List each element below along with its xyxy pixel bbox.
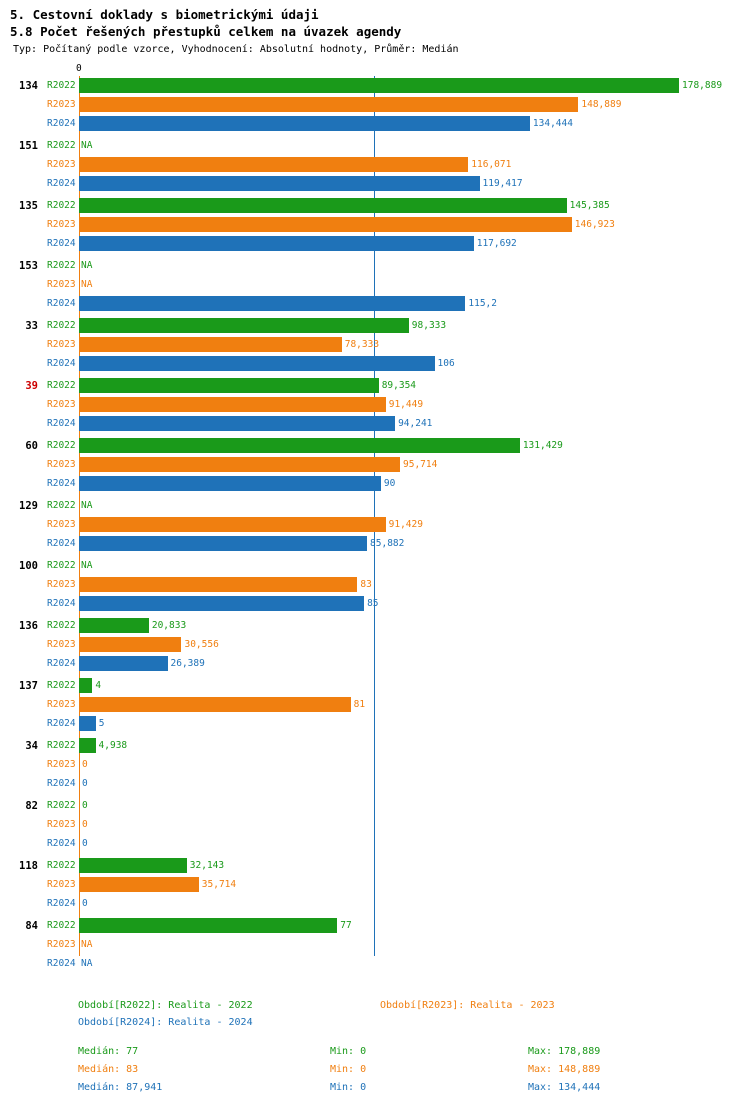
series-row-label: R2024 (47, 718, 76, 729)
chart-row (0, 136, 750, 155)
chart-group (0, 556, 750, 613)
chart-row (0, 174, 750, 193)
page-title-line1: 5. Cestovní doklady s biometrickými údaji (10, 7, 319, 22)
bar-container (79, 836, 750, 851)
bar[interactable] (79, 78, 679, 93)
series-row-label: R2023 (47, 819, 76, 830)
bar-na-label: NA (81, 560, 93, 571)
chart-row (0, 736, 750, 755)
chart-row (0, 496, 750, 515)
series-row-label: R2024 (47, 838, 76, 849)
chart-row (0, 594, 750, 613)
chart-group (0, 676, 750, 733)
bar-na-label: NA (81, 500, 93, 511)
stats-row (0, 1082, 750, 1100)
bar-value-label: 94,241 (398, 418, 433, 429)
chart-row (0, 575, 750, 594)
bar-container (79, 277, 750, 292)
bar[interactable] (79, 157, 468, 172)
chart-row (0, 294, 750, 313)
bar-container (79, 637, 750, 652)
bar-container (79, 498, 750, 513)
chart-group (0, 736, 750, 793)
series-row-label: R2024 (47, 898, 76, 909)
legend-row (0, 1000, 750, 1017)
group-label: 100 (19, 560, 38, 572)
group-label: 34 (25, 740, 38, 752)
bar-container (79, 457, 750, 472)
bar[interactable] (79, 397, 386, 412)
chart-row (0, 256, 750, 275)
series-row-label: R2024 (47, 598, 76, 609)
bar-container (79, 176, 750, 191)
legend-item: Období[R2022]: Realita - 2022 (78, 1000, 253, 1011)
legend-item: Období[R2024]: Realita - 2024 (78, 1017, 253, 1028)
series-row-label: R2024 (47, 238, 76, 249)
bar-value-label: 0 (82, 759, 88, 770)
series-row-label: R2022 (47, 920, 76, 931)
bar[interactable] (79, 738, 96, 753)
chart-group (0, 376, 750, 433)
bar[interactable] (79, 656, 168, 671)
bar-value-label: 83 (360, 579, 372, 590)
bar-container (79, 716, 750, 731)
chart-row (0, 155, 750, 174)
bar[interactable] (79, 438, 520, 453)
bar-value-label: 131,429 (522, 440, 563, 451)
group-label: 33 (25, 320, 38, 332)
bar[interactable] (79, 217, 572, 232)
group-label: 136 (19, 620, 38, 632)
bar-value-label: 116,071 (471, 159, 512, 170)
bar[interactable] (79, 918, 337, 933)
series-row-label: R2024 (47, 298, 76, 309)
chart-row (0, 474, 750, 493)
bar-na-label: NA (81, 279, 93, 290)
chart-stats (0, 1046, 750, 1100)
bar[interactable] (79, 858, 187, 873)
bar-container (79, 697, 750, 712)
bar-container (79, 656, 750, 671)
bar-container (79, 318, 750, 333)
bar-container (79, 217, 750, 232)
stat-median: Medián: 87,941 (78, 1082, 163, 1093)
bar-na-label: NA (81, 958, 93, 969)
bar-value-label: 0 (82, 898, 88, 909)
chart-row (0, 954, 750, 973)
bar-container (79, 116, 750, 131)
chart-plot (0, 76, 750, 969)
chart-row (0, 234, 750, 253)
bar-container (79, 877, 750, 892)
bar-container (79, 157, 750, 172)
chart-group (0, 316, 750, 373)
series-row-label: R2024 (47, 118, 76, 129)
chart-group (0, 436, 750, 493)
bar-container (79, 356, 750, 371)
bar[interactable] (79, 877, 199, 892)
stat-max: Max: 134,444 (528, 1082, 601, 1093)
chart-row (0, 515, 750, 534)
series-row-label: R2024 (47, 178, 76, 189)
bar-container (79, 337, 750, 352)
bar-container (79, 577, 750, 592)
series-row-label: R2022 (47, 260, 76, 271)
bar-value-label: 95,714 (403, 459, 438, 470)
chart-row (0, 714, 750, 733)
chart-row (0, 796, 750, 815)
series-row-label: R2022 (47, 800, 76, 811)
chart-row (0, 215, 750, 234)
chart-row (0, 354, 750, 373)
bar-container (79, 776, 750, 791)
stat-max: Max: 178,889 (528, 1046, 601, 1057)
series-row-label: R2024 (47, 538, 76, 549)
chart-row (0, 616, 750, 635)
series-row-label: R2024 (47, 658, 76, 669)
bar-value-label: 26,389 (170, 658, 205, 669)
bar[interactable] (79, 716, 96, 731)
chart-row (0, 335, 750, 354)
bar-container (79, 678, 750, 693)
axis-zero-label: 0 (76, 63, 82, 74)
bar-value-label: 148,889 (581, 99, 622, 110)
series-row-label: R2022 (47, 320, 76, 331)
bar-container (79, 858, 750, 873)
bar-value-label: 0 (82, 800, 88, 811)
bar[interactable] (79, 116, 530, 131)
stats-row (0, 1046, 750, 1064)
bar-value-label: 85,882 (370, 538, 405, 549)
bar-container (79, 138, 750, 153)
chart-legend (0, 1000, 750, 1034)
chart-row (0, 275, 750, 294)
bar-container (79, 937, 750, 952)
group-label: 153 (19, 260, 38, 272)
chart-row (0, 534, 750, 553)
bar-value-label: 4 (95, 680, 102, 691)
series-row-label: R2022 (47, 620, 76, 631)
chart-row (0, 376, 750, 395)
chart-group (0, 256, 750, 313)
bar-na-label: NA (81, 140, 93, 151)
bar[interactable] (79, 176, 480, 191)
bar-value-label: 146,923 (574, 219, 615, 230)
bar-value-label: 0 (82, 778, 88, 789)
series-row-label: R2022 (47, 560, 76, 571)
bar-container (79, 738, 750, 753)
bar-container (79, 896, 750, 911)
group-label: 39 (25, 380, 38, 392)
series-row-label: R2022 (47, 80, 76, 91)
header-block (0, 0, 750, 57)
bar-container (79, 618, 750, 633)
bar[interactable] (79, 337, 342, 352)
stat-max: Max: 148,889 (528, 1064, 601, 1075)
bar-container (79, 97, 750, 112)
chart-group (0, 496, 750, 553)
stats-row (0, 1064, 750, 1082)
bar[interactable] (79, 476, 381, 491)
bar-value-label: 178,889 (682, 80, 723, 91)
series-row-label: R2023 (47, 279, 76, 290)
stat-min: Min: 0 (330, 1082, 367, 1093)
bar-container (79, 956, 750, 971)
chart-row (0, 856, 750, 875)
bar[interactable] (79, 536, 367, 551)
bar[interactable] (79, 97, 578, 112)
bar-container (79, 397, 750, 412)
group-label: 60 (25, 440, 38, 452)
series-row-label: R2023 (47, 159, 76, 170)
group-label: 118 (19, 860, 38, 872)
bar-container (79, 236, 750, 251)
chart-area (0, 63, 750, 969)
chart-row (0, 395, 750, 414)
series-row-label: R2024 (47, 478, 76, 489)
chart-row (0, 834, 750, 853)
bar-value-label: 134,444 (532, 118, 573, 129)
bar-container (79, 517, 750, 532)
bar-na-label: NA (81, 260, 93, 271)
series-row-label: R2022 (47, 140, 76, 151)
bar[interactable] (79, 378, 379, 393)
series-row-label: R2024 (47, 418, 76, 429)
bar-value-label: 106 (437, 358, 455, 369)
group-label: 134 (19, 80, 38, 92)
stat-median: Medián: 83 (78, 1064, 139, 1075)
page-title-line2: 5.8 Počet řešených přestupků celkem na úvazek agendy (10, 24, 402, 39)
bar-value-label: 4,938 (98, 740, 128, 751)
bar[interactable] (79, 678, 92, 693)
chart-row (0, 76, 750, 95)
bar-container (79, 536, 750, 551)
bar-value-label: 91,429 (388, 519, 423, 530)
bar-value-label: 117,692 (476, 238, 517, 249)
group-label: 137 (19, 680, 38, 692)
series-row-label: R2023 (47, 219, 76, 230)
chart-group (0, 916, 750, 973)
chart-row (0, 114, 750, 133)
bar-container (79, 596, 750, 611)
bar[interactable] (79, 198, 567, 213)
bar[interactable] (79, 457, 400, 472)
bar-container (79, 476, 750, 491)
chart-group (0, 136, 750, 193)
bar-value-label: 119,417 (482, 178, 523, 189)
group-label: 84 (25, 920, 38, 932)
series-row-label: R2024 (47, 778, 76, 789)
series-row-label: R2023 (47, 639, 76, 650)
chart-row (0, 635, 750, 654)
series-row-label: R2022 (47, 740, 76, 751)
legend-item: Období[R2023]: Realita - 2023 (380, 1000, 555, 1011)
series-row-label: R2022 (47, 680, 76, 691)
bar-container (79, 558, 750, 573)
stat-median: Medián: 77 (78, 1046, 139, 1057)
chart-row (0, 654, 750, 673)
bar-value-label: 91,449 (388, 399, 424, 410)
bar-value-label: 35,714 (201, 879, 237, 890)
bar[interactable] (79, 356, 435, 371)
series-row-label: R2023 (47, 519, 76, 530)
series-row-label: R2023 (47, 99, 76, 110)
bar-container (79, 378, 750, 393)
series-row-label: R2023 (47, 339, 76, 350)
bar-container (79, 798, 750, 813)
bar[interactable] (79, 697, 351, 712)
bar-value-label: 20,833 (151, 620, 187, 631)
bar[interactable] (79, 296, 465, 311)
bar-value-label: 98,333 (411, 320, 447, 331)
bar-container (79, 817, 750, 832)
chart-row (0, 676, 750, 695)
chart-row (0, 875, 750, 894)
chart-row (0, 916, 750, 935)
series-row-label: R2024 (47, 958, 76, 969)
series-row-label: R2023 (47, 759, 76, 770)
series-row-label: R2023 (47, 459, 76, 470)
stat-min: Min: 0 (330, 1064, 367, 1075)
series-row-label: R2023 (47, 699, 76, 710)
group-label: 135 (19, 200, 38, 212)
chart-row (0, 196, 750, 215)
bar-container (79, 918, 750, 933)
chart-group (0, 76, 750, 133)
bar-value-label: 85 (367, 598, 379, 609)
series-row-label: R2022 (47, 860, 76, 871)
bar-value-label: 0 (82, 838, 88, 849)
chart-row (0, 894, 750, 913)
series-row-label: R2023 (47, 879, 76, 890)
series-row-label: R2022 (47, 440, 76, 451)
chart-row (0, 556, 750, 575)
chart-group (0, 196, 750, 253)
series-row-label: R2023 (47, 579, 76, 590)
chart-row (0, 815, 750, 834)
bar-value-label: 90 (383, 478, 396, 489)
bar[interactable] (79, 236, 474, 251)
chart-row (0, 755, 750, 774)
bar[interactable] (79, 596, 364, 611)
bar-value-label: 145,385 (569, 200, 610, 211)
bar-na-label: NA (81, 939, 93, 950)
bar[interactable] (79, 318, 409, 333)
bar-value-label: 77 (340, 920, 352, 931)
chart-row (0, 436, 750, 455)
bar-value-label: 30,556 (184, 639, 219, 650)
bar[interactable] (79, 637, 181, 652)
bar-value-label: 115,2 (468, 298, 497, 309)
bar-container (79, 198, 750, 213)
bar-container (79, 757, 750, 772)
chart-group (0, 856, 750, 913)
bar-value-label: 89,354 (381, 380, 417, 391)
chart-group (0, 796, 750, 853)
group-label: 82 (25, 800, 38, 812)
bar-container (79, 296, 750, 311)
series-row-label: R2024 (47, 358, 76, 369)
bar-value-label: 5 (98, 718, 105, 729)
chart-row (0, 935, 750, 954)
bar[interactable] (79, 517, 386, 532)
chart-row (0, 95, 750, 114)
bar-container (79, 258, 750, 273)
chart-row (0, 414, 750, 433)
bar[interactable] (79, 416, 395, 431)
chart-group (0, 616, 750, 673)
legend-row (0, 1017, 750, 1034)
bar-value-label: 78,333 (344, 339, 380, 350)
bar-value-label: 81 (353, 699, 366, 710)
series-row-label: R2022 (47, 200, 76, 211)
bar-container (79, 438, 750, 453)
series-row-label: R2022 (47, 500, 76, 511)
bar-container (79, 78, 750, 93)
chart-row (0, 774, 750, 793)
bar[interactable] (79, 618, 149, 633)
chart-row (0, 316, 750, 335)
series-row-label: R2023 (47, 939, 76, 950)
bar-container (79, 416, 750, 431)
bar-value-label: 32,143 (189, 860, 225, 871)
bar-value-label: 0 (82, 819, 88, 830)
group-label: 129 (19, 500, 38, 512)
bar[interactable] (79, 577, 357, 592)
chart-subtitle: Typ: Počítaný podle vzorce, Vyhodnocení: Absolutní hodnoty, Průměr: Medián (13, 44, 459, 55)
series-row-label: R2023 (47, 399, 76, 410)
stat-min: Min: 0 (330, 1046, 367, 1057)
chart-row (0, 455, 750, 474)
chart-row (0, 695, 750, 714)
group-label: 151 (19, 140, 38, 152)
series-row-label: R2022 (47, 380, 76, 391)
